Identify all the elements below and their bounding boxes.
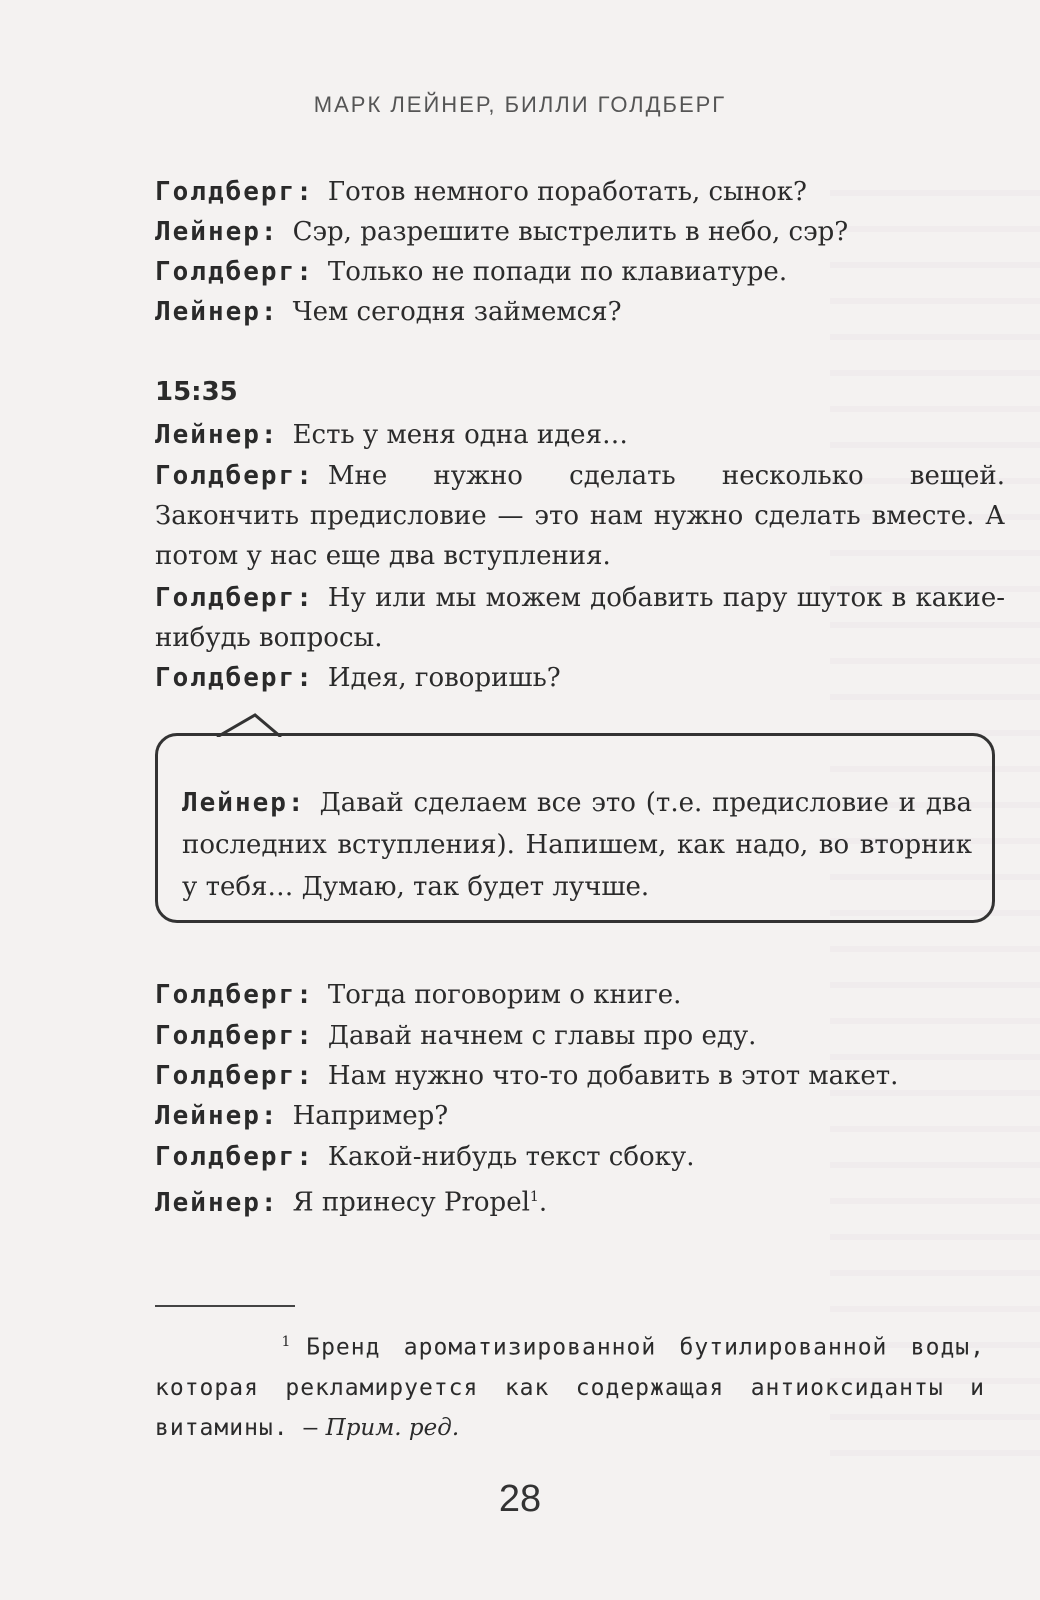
speaker-name: Лейнер: — [155, 1101, 279, 1131]
dialogue-text: Давай сделаем все это (т.е. предисловие и два последних вступления). Напишем, как надо, во вторник у тебя… Думаю, так будет лучше. — [182, 788, 972, 902]
footnote-divider — [155, 1305, 295, 1307]
dialogue-line — [155, 1096, 1005, 1136]
dialogue-line — [155, 212, 1005, 252]
dialogue-text: Нам нужно что-то добавить в этот макет. — [327, 1061, 899, 1091]
page-number: 28 — [498, 1478, 542, 1520]
footnote-reference[interactable]: 1 — [529, 1189, 539, 1205]
dialogue-line — [155, 1056, 1005, 1096]
speaker-name: Голдберг: — [155, 980, 314, 1010]
dialogue-line — [155, 415, 1005, 455]
speaker-name: Голдберг: — [155, 257, 314, 287]
dialogue-line — [155, 578, 1005, 658]
speaker-name: Голдберг: — [155, 177, 314, 207]
dialogue-text: Чем сегодня займемся? — [292, 297, 622, 327]
dialogue-text: Ну или мы можем добавить пару шуток в какие-нибудь вопросы. — [155, 583, 1005, 653]
dialogue-line — [155, 658, 1005, 698]
dialogue-text: Мне нужно сделать несколько вещей. Закончить предисловие — это нам нужно сделать вместе. А потом у нас еще два вступления. — [155, 461, 1005, 571]
speaker-name: Лейнер: — [155, 297, 279, 327]
dialogue-text: Сэр, разрешите выстрелить в небо, сэр? — [292, 217, 849, 247]
dialogue-text: Тогда поговорим о книге. — [327, 980, 682, 1010]
dialogue-text: Давай начнем с главы про еду. — [327, 1021, 757, 1051]
dialogue-text: Готов немного поработать, сынок? — [327, 177, 807, 207]
dialogue-text: Идея, говоришь? — [327, 663, 561, 693]
dialogue-line — [155, 292, 1005, 332]
timestamp: 15:35 — [155, 377, 238, 407]
footnote — [155, 1322, 985, 1448]
speech-bubble-text — [182, 782, 972, 908]
dialogue-line — [155, 1137, 1005, 1177]
speaker-name: Лейнер: — [155, 217, 279, 247]
running-header: МАРК ЛЕЙНЕР, БИЛЛИ ГОЛДБЕРГ — [313, 92, 727, 117]
dialogue-line — [155, 456, 1005, 576]
dialogue-text: Я принесу Propel — [292, 1187, 530, 1218]
speaker-name: Голдберг: — [155, 583, 314, 613]
dialogue-line — [155, 975, 1005, 1015]
speaker-name: Голдберг: — [155, 1021, 314, 1051]
speaker-name: Голдберг: — [155, 461, 314, 491]
speaker-name: Лейнер: — [155, 1187, 279, 1218]
speaker-name: Голдберг: — [155, 1061, 314, 1091]
dialogue-text: Только не попади по клавиатуре. — [327, 257, 788, 287]
footnote-mark: 1 — [281, 1334, 291, 1350]
speaker-name: Лейнер: — [155, 420, 279, 450]
editor-note: Прим. ред. — [325, 1414, 460, 1441]
dialogue-line — [155, 252, 1005, 292]
dialogue-text: Например? — [292, 1101, 449, 1131]
dialogue-line — [155, 172, 1005, 212]
dialogue-line — [155, 1177, 1005, 1223]
dialogue-text: Есть у меня одна идея… — [292, 420, 628, 450]
speaker-name: Голдберг: — [155, 663, 314, 693]
dialogue-text: Какой-нибудь текст сбоку. — [327, 1142, 695, 1172]
speaker-name: Голдберг: — [155, 1142, 314, 1172]
dialogue-line — [155, 1016, 1005, 1056]
speaker-name: Лейнер: — [182, 788, 306, 818]
footnote-text: Бренд ароматизированной бутилированной воды, которая рекламируется как содержащая антиоксиданты и витамины. — — [155, 1334, 985, 1441]
sentence-end: . — [538, 1187, 548, 1218]
